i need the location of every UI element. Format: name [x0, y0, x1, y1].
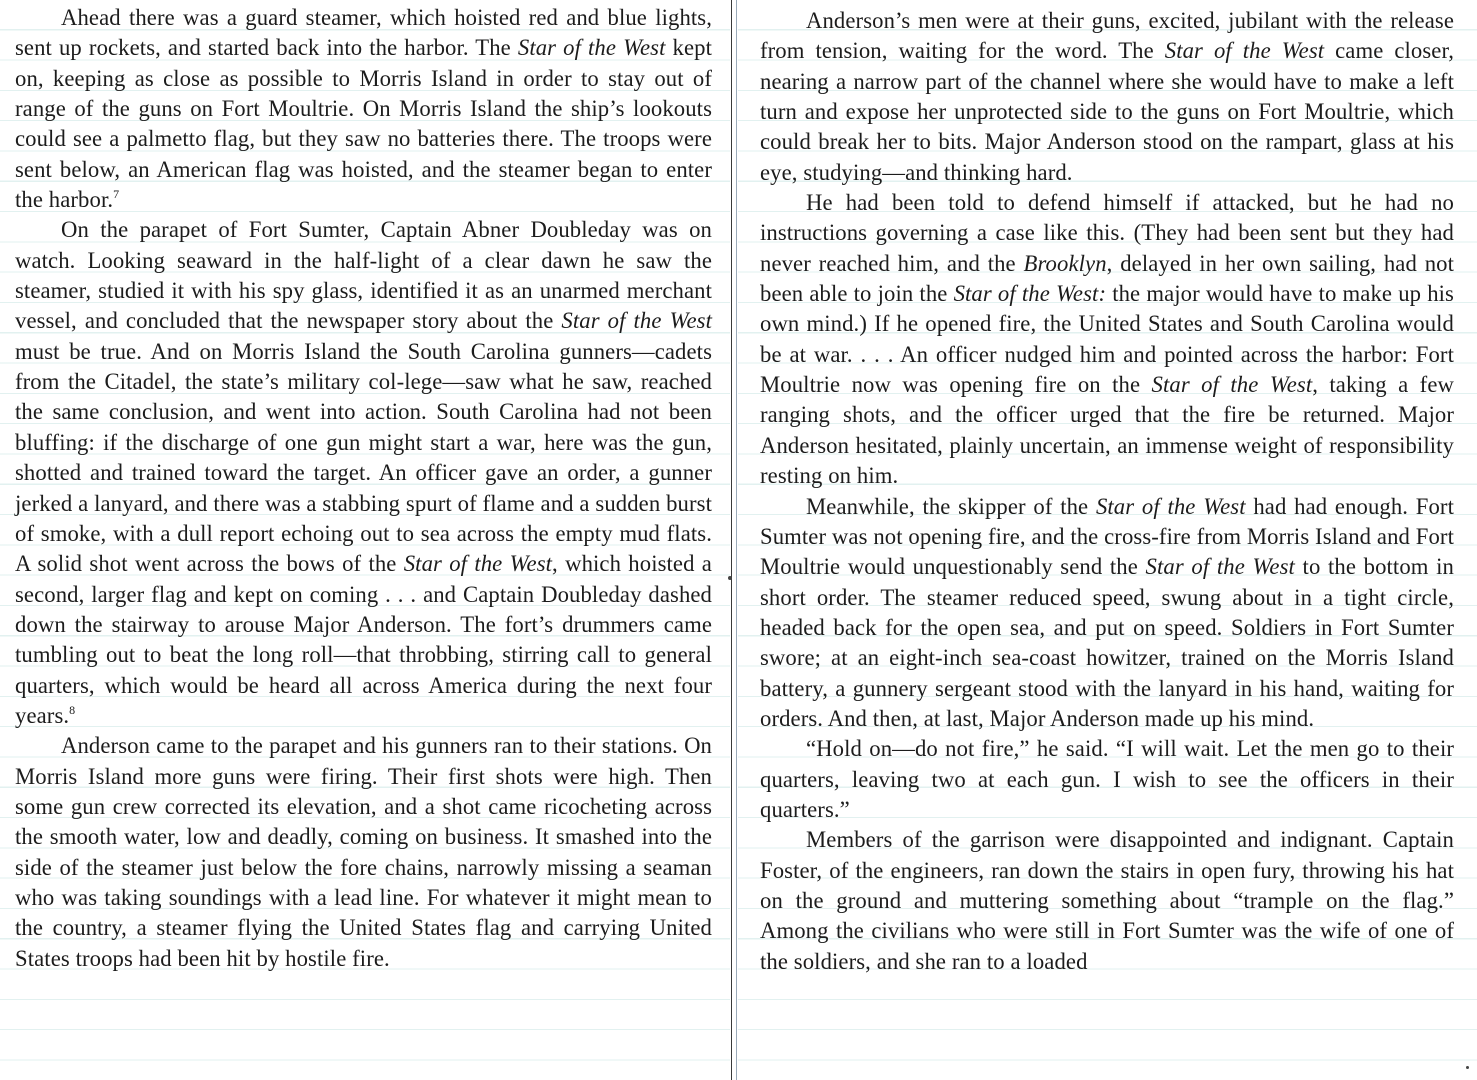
paragraph-anderson-parapet: [15, 731, 712, 974]
text-run: to the bottom in short order. The steamer reduced speed, swung about in a tight circle, headed back for the open sea, and put on speed. Soldiers in Fort Sumter swore; at an eight-inch sea-coast howitzer, trained on the Morris Island battery, a gunnery sergeant stood with the lanyard in his hand, waiting for orders. And then, at last, Major Anderson made up his mind.: [760, 554, 1454, 731]
text-run: must be true. And on Morris Island the South Carolina gunners—cadets from the Citadel, the state’s military col-lege—saw what he saw, reached the same conclusion, and went into action. South Carolina had not been bluffing: if the discharge of one gun might start a war, here was the gun, shotted and trained toward the target. An officer gave an order, a gunner jerked a lanyard, and there was a stabbing spurt of flame and a sudden burst of smoke, with a dull report echoing out to sea across the empty mud flats. A solid shot went across the bows of the: [15, 338, 712, 577]
gutter-edge-line: [736, 0, 737, 1080]
paragraph-guard-steamer: [15, 3, 712, 215]
ship-name-italic: Star of the West: [1145, 554, 1295, 580]
text-run: “Hold on—do not fire,” he said. “I will wait. Let the men go to their quarters, leaving two at each gun. I wish to see the officers in their quarters.”: [760, 736, 1454, 822]
paragraph-men-at-guns: [760, 6, 1454, 188]
text-run: He had been told to defend himself if attacked, but he had no instructions governing a case like this. (They had been sent but they had never reached him, and the: [760, 190, 1454, 276]
text-run: Ahead there was a guard steamer, which hoisted red and blue lights, sent up rockets, and started back into the harbor. The: [15, 5, 712, 61]
ship-name-italic: Star of the West: [403, 551, 553, 577]
text-run: On the parapet of Fort Sumter, Captain Abner Doubleday was on watch. Looking seaward in the half-light of a clear dawn he saw the steamer, studied it with his spy glass, identified it as an unarmed merchant vessel, and concluded that the newspaper story about the: [15, 217, 712, 334]
text-run: , which hoisted a second, larger flag and kept on coming . . . and Captain Doubleday dashed down the stairway to arouse Major Anderson. The fort’s drummers came tumbling out to beat the long roll—that throbbing, stirring call to general quarters, which would be heard all across America during the next four years.: [15, 551, 712, 728]
text-run: Anderson’s men were at their guns, excited, jubilant with the release from tension, waiting for the word. The: [760, 8, 1454, 64]
footnote-marker: 7: [113, 187, 120, 202]
paragraph-skipper-retreats: [760, 492, 1454, 735]
ship-name-italic: Star of the West: [561, 308, 712, 334]
paragraph-garrison-indignant: [760, 825, 1454, 977]
paragraph-doubleday-watch: [15, 215, 712, 731]
right-column: [738, 0, 1477, 1080]
ship-name-italic: Star of the West: [1095, 493, 1246, 519]
text-run: had had enough. Fort Sumter was not opening fire, and the cross-fire from Morris Island and Fort Moultrie would unquestionably send the: [760, 493, 1454, 580]
ship-name-italic: Brooklyn: [1023, 250, 1107, 276]
text-run: came closer, nearing a narrow part of the channel where she would have to make a left turn and expose her unprotected side to the guns on Fort Moultrie, which could break her to bits. Major Anderson stood on the rampart, glass at his eye, studying—and thinking hard.: [760, 38, 1454, 185]
footnote-marker: 8: [69, 702, 76, 717]
text-run: the major would have to make up his own mind.) If he opened fire, the United States and South Carolina would be at war. . . . An officer nudged him and pointed across the harbor: Fort Moultrie now was opening fire on the: [760, 281, 1454, 398]
ship-name-italic: Star of the West: [1151, 372, 1313, 398]
text-run: Meanwhile, the skipper of the: [806, 493, 1096, 519]
text-run: kept on, keeping as close as possible to Morris Island in order to stay out of range of the guns on Fort Moultrie. On Morris Island the ship’s lookouts could see a palmetto flag, but they saw no batteries there. The troops were sent below, an American flag was hoisted, and the steamer began to enter the harbor.: [15, 35, 712, 213]
ship-name-italic: Star of the West:: [953, 281, 1107, 307]
scan-speck: [1466, 1066, 1469, 1069]
left-column: [0, 0, 730, 1080]
text-run: , taking a few ranging shots, and the officer urged that the fire be returned. Major Anderson hesitated, plainly uncertain, an immense weight of responsibility resting on him.: [760, 372, 1454, 489]
text-run: Anderson came to the parapet and his gunners ran to their stations. On Morris Island more guns were firing. Their first shots were high. Then some gun crew corrected its elevation, and a shot came ricocheting across the smooth water, low and deadly, coming on business. It smashed into the side of the steamer just below the fore chains, narrowly missing a seaman who was taking soundings with a lead line. For whatever it might mean to the country, a steamer flying the United States flag and carrying United States troops had been hit by hostile fire.: [15, 733, 712, 971]
paragraph-hold-on-quote: [760, 734, 1454, 825]
text-run: , delayed in her own sailing, had not been able to join the: [760, 250, 1454, 307]
ship-name-italic: Star of the West: [517, 35, 666, 61]
text-run: Members of the garrison were disappointed and indignant. Captain Foster, of the engineers, ran down the stairs in open fury, throwing his hat on the ground and muttering something about “trample on the flag.” Among the civilians who were still in Fort Sumter was the wife of one of the soldiers, and she ran to a loaded: [760, 827, 1454, 974]
paragraph-no-instructions: [760, 188, 1454, 491]
gutter-edge-line: [731, 0, 732, 1080]
ship-name-italic: Star of the West: [1164, 38, 1325, 64]
scan-speck: [728, 576, 732, 580]
